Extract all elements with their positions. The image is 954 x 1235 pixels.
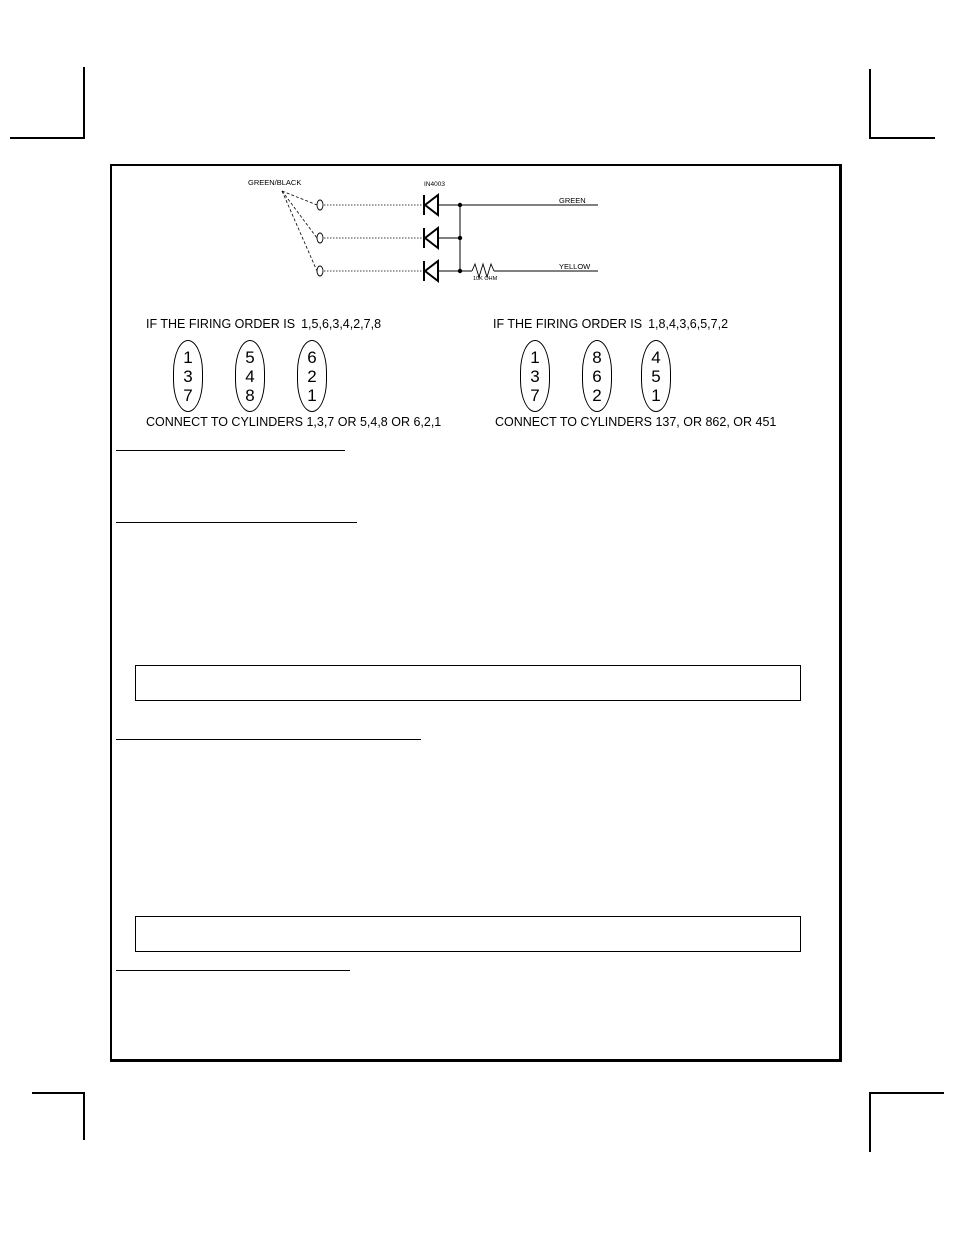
- cylinder-number: 8: [592, 347, 602, 367]
- section-rule-2: [116, 522, 357, 523]
- cylinder-number: 4: [651, 347, 661, 367]
- label-diode: IN4003: [424, 181, 445, 188]
- crop-mark-bottom-left-vertical: [83, 1092, 85, 1140]
- diode-3: [424, 261, 438, 281]
- cylinder-group-right-3: [641, 340, 671, 412]
- cylinder-number: 6: [307, 347, 317, 367]
- cylinder-number: 5: [651, 366, 661, 386]
- junction-3: [458, 269, 462, 273]
- cylinder-number: 1: [307, 385, 317, 405]
- junction-2: [458, 236, 462, 240]
- cylinder-group-left-2: [235, 340, 265, 412]
- cylinder-number: 2: [307, 366, 317, 386]
- cylinder-number: 2: [592, 385, 602, 405]
- connector-3: [317, 266, 323, 276]
- crop-mark-bottom-right-horizontal: [869, 1092, 944, 1094]
- label-green: GREEN: [559, 196, 586, 205]
- firing-order-left-value: 1,5,6,3,4,2,7,8: [301, 317, 382, 331]
- crop-mark-bottom-left-horizontal: [32, 1092, 85, 1094]
- cylinder-number: 4: [245, 366, 255, 386]
- wiring-diagram: [240, 172, 610, 287]
- cylinder-number: 1: [530, 347, 540, 367]
- section-rule-3: [116, 739, 421, 740]
- crop-mark-top-left-horizontal: [10, 137, 85, 139]
- firing-order-right-prefix: IF THE FIRING ORDER IS: [493, 317, 643, 331]
- cylinder-number: 1: [183, 347, 193, 367]
- firing-order-right: [493, 317, 728, 331]
- fan-line-1: [282, 191, 317, 205]
- cylinder-number: 3: [183, 366, 193, 386]
- section-rule-4: [116, 970, 350, 971]
- cylinder-number: 8: [245, 385, 255, 405]
- cylinder-number: 7: [530, 385, 540, 405]
- label-resistor: 10K OHM: [473, 276, 498, 282]
- cylinder-group-right-1: [520, 340, 550, 412]
- cylinder-number: 3: [530, 366, 540, 386]
- cylinder-group-left-3: [297, 340, 327, 412]
- label-green-black: GREEN/BLACK: [248, 178, 302, 187]
- crop-mark-top-right-vertical: [869, 69, 871, 139]
- connector-1: [317, 200, 323, 210]
- firing-order-right-value: 1,8,4,3,6,5,7,2: [648, 317, 729, 331]
- diode-1: [424, 195, 438, 215]
- firing-order-left: [146, 317, 381, 331]
- connector-2: [317, 233, 323, 243]
- cylinder-number: 5: [245, 347, 255, 367]
- diode-2: [424, 228, 438, 248]
- crop-mark-bottom-right-vertical: [869, 1092, 871, 1152]
- note-box-1: [135, 665, 801, 701]
- cylinder-number: 6: [592, 366, 602, 386]
- note-box-2: [135, 916, 801, 952]
- crop-mark-top-right-horizontal: [869, 137, 935, 139]
- cylinder-number: 1: [651, 385, 661, 405]
- junction-1: [458, 203, 462, 207]
- connect-cylinders-right: CONNECT TO CYLINDERS 137, OR 862, OR 451: [495, 415, 777, 429]
- firing-order-left-prefix: IF THE FIRING ORDER IS: [146, 317, 296, 331]
- crop-mark-top-left-vertical: [83, 67, 85, 139]
- fan-line-2: [282, 191, 317, 238]
- connect-cylinders-left: CONNECT TO CYLINDERS 1,3,7 OR 5,4,8 OR 6,2,1: [146, 415, 442, 429]
- section-rule-1: [116, 450, 345, 451]
- cylinder-group-right-2: [582, 340, 612, 412]
- cylinder-group-left-1: [173, 340, 203, 412]
- label-yellow: YELLOW: [559, 262, 591, 271]
- cylinder-number: 7: [183, 385, 193, 405]
